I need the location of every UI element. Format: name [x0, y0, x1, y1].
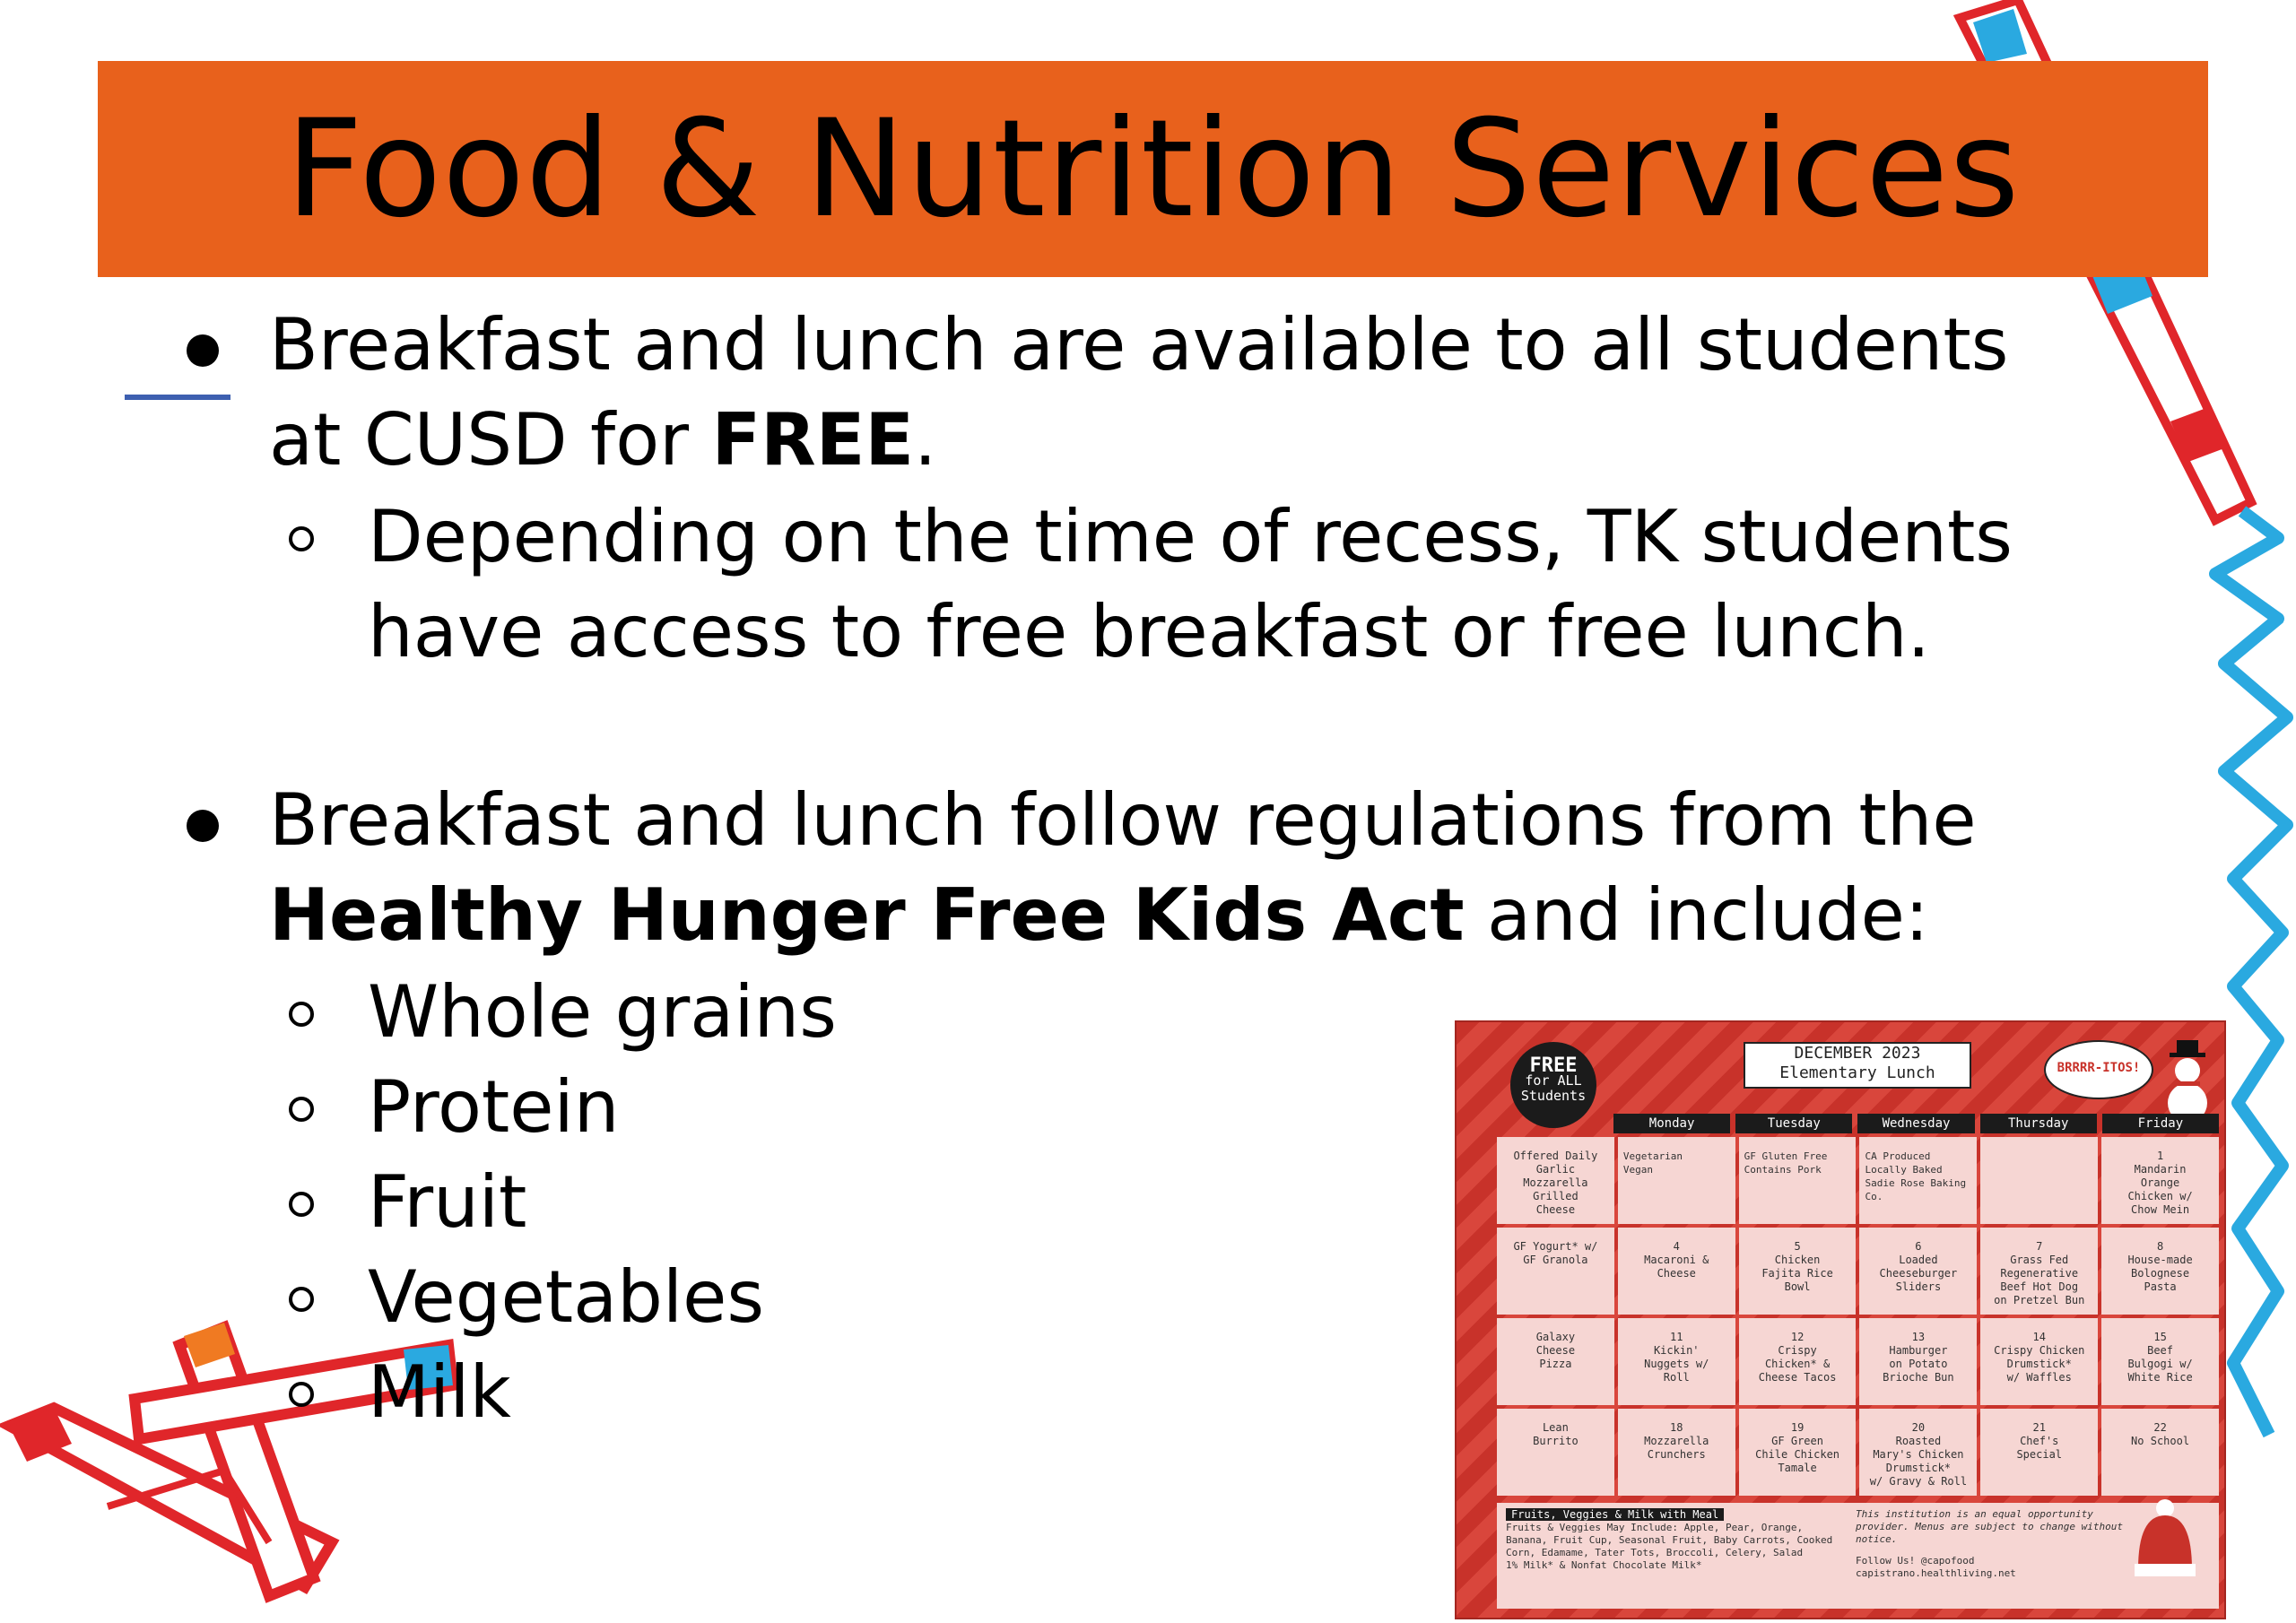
menu-cell: 11 Kickin' Nuggets w/ Roll: [1618, 1318, 1735, 1405]
menu-cell: GF Yogurt* w/ GF Granola: [1497, 1228, 1614, 1315]
bullet-1-prefix: at CUSD for: [269, 398, 712, 482]
sub-bullet-dot: [289, 1382, 314, 1407]
bullet-1-sub-line-1: Depending on the time of recess, TK students: [368, 495, 2013, 578]
bullet-1-line-1: Breakfast and lunch are available to all students: [269, 303, 2009, 386]
weekday-label: Monday: [1613, 1114, 1730, 1133]
bullet-1-line-2: [269, 393, 936, 488]
sub-bullet-dot: [289, 526, 314, 551]
bullet-2-suffix: and include:: [1464, 873, 1929, 957]
badge-big-text: FREE: [1529, 1055, 1578, 1077]
bullet-1-suffix: .: [914, 398, 937, 482]
menu-cell: 15 Beef Bulgogi w/ White Rice: [2101, 1318, 2219, 1405]
menu-cell: 6 Loaded Cheeseburger Sliders: [1859, 1228, 1977, 1315]
menu-cell: Lean Burrito: [1497, 1409, 1614, 1496]
menu-cell: 5 Chicken Fajita Rice Bowl: [1739, 1228, 1857, 1315]
menu-cell: 20 Roasted Mary's Chicken Drumstick* w/ Gravy & Roll: [1859, 1409, 1977, 1496]
sub-bullet-dot: [289, 1002, 314, 1027]
menu-cell: 12 Crispy Chicken* & Cheese Tacos: [1739, 1318, 1857, 1405]
menu-cell: Vegetarian Vegan: [1618, 1137, 1735, 1224]
menu-title-line-2: Elementary Lunch: [1779, 1063, 1935, 1082]
bullet-1-sub-line-2: have access to free breakfast or free lunch.: [368, 590, 1930, 673]
free-badge: [1510, 1042, 1596, 1128]
menu-cell: GF Gluten Free Contains Pork: [1739, 1137, 1857, 1224]
bullet-dot: [187, 334, 219, 367]
menu-title: [1744, 1042, 1971, 1089]
menu-cell: [1980, 1137, 2098, 1224]
weekday-label: Friday: [2102, 1114, 2219, 1133]
menu-cell: 14 Crispy Chicken Drumstick* w/ Waffles: [1980, 1318, 2098, 1405]
menu-cell: 1 Mandarin Orange Chicken w/ Chow Mein: [2101, 1137, 2219, 1224]
menu-cell: 4 Macaroni & Cheese: [1618, 1228, 1735, 1315]
menu-cell: CA Produced Locally Baked Sadie Rose Baking Co.: [1859, 1137, 1977, 1224]
footer-label: Fruits, Veggies & Milk with Meal: [1506, 1508, 1724, 1521]
list-item: Vegetables: [368, 1255, 765, 1339]
footer-milk: 1% Milk* & Nonfat Chocolate Milk*: [1506, 1559, 1702, 1571]
menu-cell: 8 House-made Bolognese Pasta: [2101, 1228, 2219, 1315]
list-item: Fruit: [368, 1160, 527, 1244]
speech-bubble: BRRRR-ITOS!: [2044, 1040, 2153, 1099]
menu-calendar-grid: [1497, 1137, 2219, 1496]
bullet-1-bold: FREE: [711, 398, 915, 482]
menu-cell: 19 GF Green Chile Chicken Tamale: [1739, 1409, 1857, 1496]
sub-bullet-dot: [289, 1192, 314, 1217]
menu-footer: [1497, 1503, 2219, 1609]
title-banner: [98, 61, 2208, 277]
menu-cell: 21 Chef's Special: [1980, 1409, 2098, 1496]
weekday-label: Wednesday: [1857, 1114, 1974, 1133]
bullet-2-line-1: Breakfast and lunch follow regulations from the: [269, 778, 1977, 862]
winter-hat-icon: [2129, 1497, 2201, 1587]
menu-cell: 13 Hamburger on Potato Brioche Bun: [1859, 1318, 1977, 1405]
weekday-label: Tuesday: [1735, 1114, 1852, 1133]
bullet-dot: [187, 810, 219, 842]
footer-note: This institution is an equal opportunity provider. Menus are subject to change without notice.: [1856, 1508, 2124, 1545]
menu-cell: Galaxy Cheese Pizza: [1497, 1318, 1614, 1405]
bullet-2-line-2: [269, 868, 1929, 963]
weekday-header: [1613, 1114, 2219, 1133]
footer-follow: Follow Us! @capofood capistrano.healthliving.net: [1856, 1555, 2016, 1579]
list-item: Milk: [368, 1350, 511, 1434]
list-item: Whole grains: [368, 970, 837, 1054]
menu-cell: Offered Daily Garlic Mozzarella Grilled Cheese: [1497, 1137, 1614, 1224]
cursor-underline: [125, 395, 230, 400]
weekday-label: Thursday: [1980, 1114, 2097, 1133]
badge-small-text: for ALL Students: [1520, 1072, 1587, 1104]
footer-text: Fruits & Veggies May Include: Apple, Pear, Orange, Banana, Fruit Cup, Seasonal Fruit, Baby Carrots, Cooked Corn, Edamame, Tater Tots, Broccoli, Celery, Salad: [1506, 1522, 1833, 1558]
list-item: Protein: [368, 1065, 620, 1149]
menu-title-line-1: DECEMBER 2023: [1794, 1044, 1921, 1063]
menu-cell: 18 Mozzarella Crunchers: [1618, 1409, 1735, 1496]
sub-bullet-dot: [289, 1097, 314, 1122]
lunch-menu-image: [1455, 1020, 2226, 1619]
page-title: Food & Nutrition Services: [285, 91, 2021, 247]
bullet-2-bold: Healthy Hunger Free Kids Act: [269, 873, 1465, 957]
menu-cell: 7 Grass Fed Regenerative Beef Hot Dog on Pretzel Bun: [1980, 1228, 2098, 1315]
menu-cell: 22 No School: [2101, 1409, 2219, 1496]
blue-squiggle-icon: [2215, 511, 2287, 1435]
sub-bullet-dot: [289, 1287, 314, 1312]
